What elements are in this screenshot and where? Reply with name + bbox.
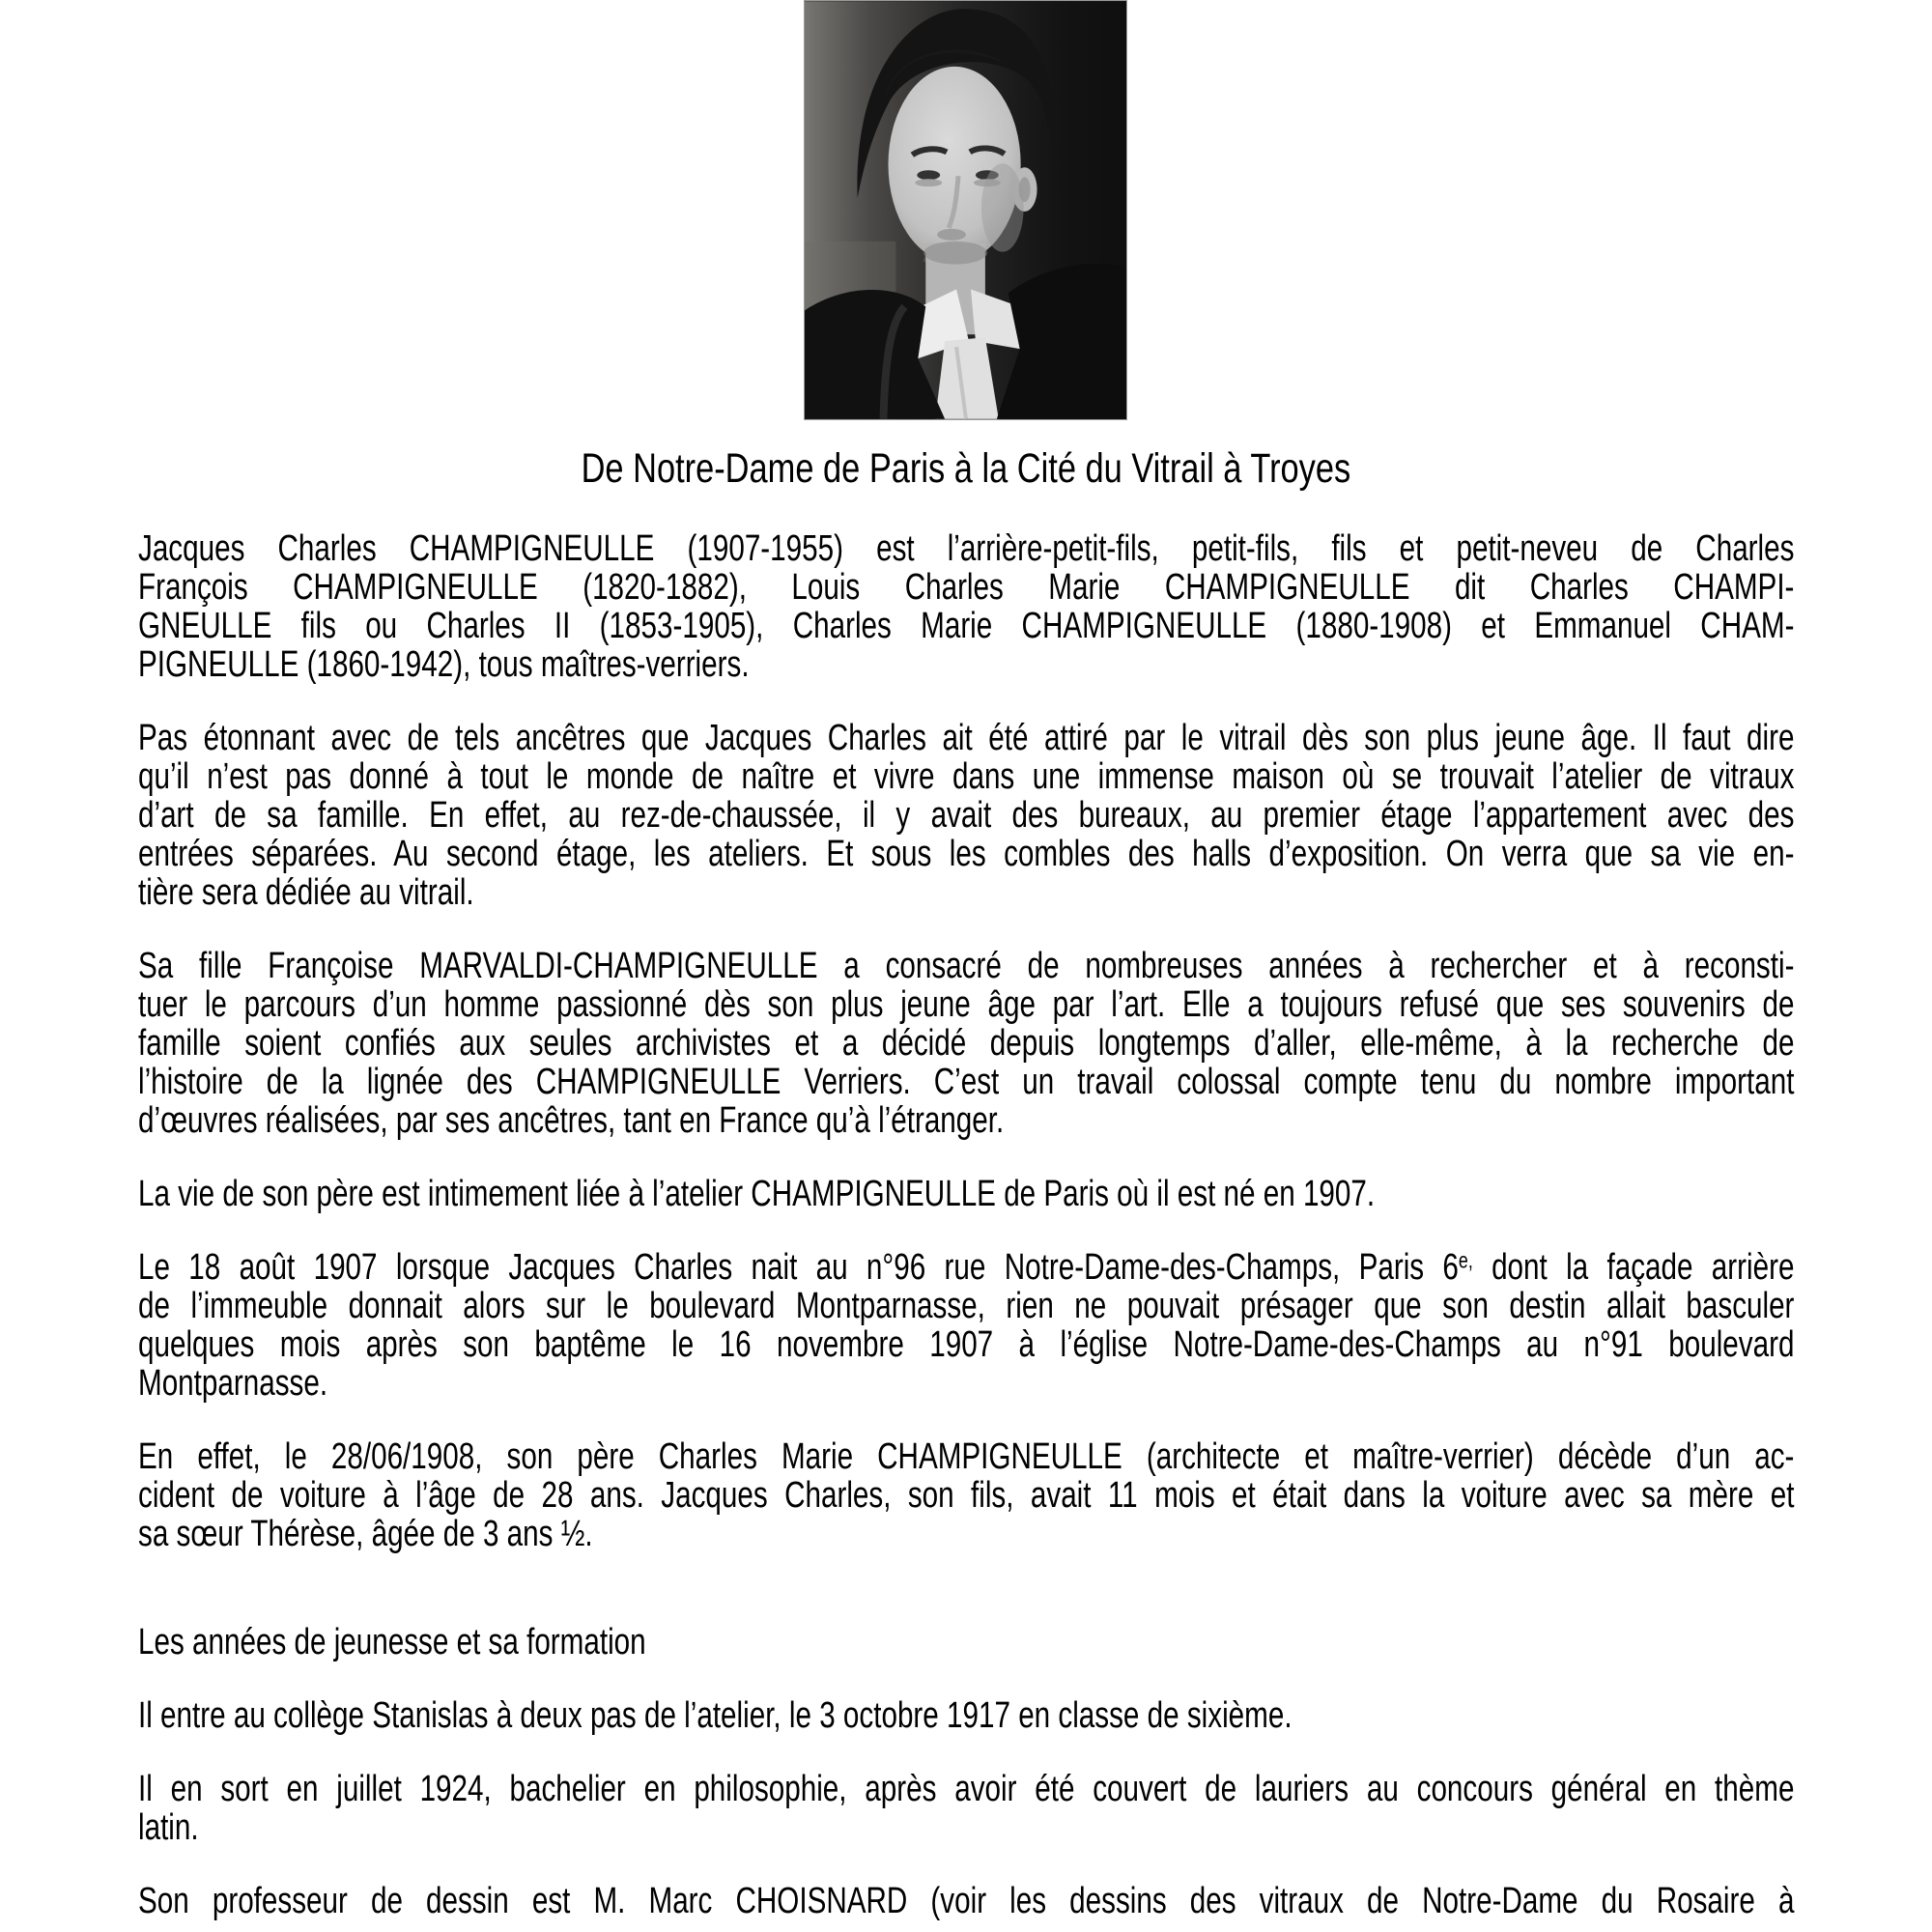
text-line: entrées séparées. Au second étage, les ateliers. Et sous les combles des halls d’exposition. On verra que sa vie en- <box>138 834 1795 874</box>
document-body <box>138 529 1794 1920</box>
text-line: cident de voiture à l’âge de 28 ans. Jacques Charles, son fils, avait 11 mois et était dans la voiture avec sa mère et <box>138 1475 1795 1516</box>
text-line: Le 18 août 1907 lorsque Jacques Charles nait au n°96 rue Notre-Dame-des-Champs, Paris $6^{e,}$ dont la façade arrière <box>138 1247 1795 1288</box>
text-line: quelques mois après son baptême le 16 novembre 1907 à l’église Notre-Dame-des-Champs au n°91 boulevard <box>138 1324 1795 1365</box>
paragraph <box>138 1175 1794 1213</box>
paragraph <box>138 1882 1794 1920</box>
text-line: Son professeur de dessin est M. Marc CHOISNARD (voir les dessins des vitraux de Notre-Dame du Rosaire à <box>138 1881 1795 1921</box>
text-line: l’histoire de la lignée des CHAMPIGNEULLE Verriers. C’est un travail colossal compte tenu du nombre important <box>138 1062 1795 1102</box>
text-line: La vie de son père est intimement liée à l’atelier CHAMPIGNEULLE de Paris où il est né en 1907. <box>138 1174 1376 1214</box>
portrait-photo <box>804 0 1127 420</box>
document-title <box>138 445 1794 492</box>
text-line: de l’immeuble donnait alors sur le boulevard Montparnasse, rien ne pouvait présager que son destin allait basculer <box>138 1286 1795 1326</box>
text-line: François CHAMPIGNEULLE (1820-1882), Louis Charles Marie CHAMPIGNEULLE dit Charles CHAMPI- <box>138 567 1795 608</box>
text-line: d’art de sa famille. En effet, au rez-de-chaussée, il y avait des bureaux, au premier étage l’appartement avec des <box>138 795 1795 836</box>
text-line: Sa fille Françoise MARVALDI-CHAMPIGNEULLE a consacré de nombreuses années à rechercher et à reconsti- <box>138 946 1795 986</box>
text-line: Jacques Charles CHAMPIGNEULLE (1907-1955) est l’arrière-petit-fils, petit-fils, fils et petit-neveu de Charles <box>138 528 1795 569</box>
text-line: sa sœur Thérèse, âgée de 3 ans ½. <box>138 1514 593 1554</box>
text-line: En effet, le 28/06/1908, son père Charles Marie CHAMPIGNEULLE (architecte et maître-verrier) décède d’un ac- <box>138 1436 1795 1477</box>
paragraph <box>138 947 1794 1140</box>
text-line: Pas étonnant avec de tels ancêtres que Jacques Charles ait été attiré par le vitrail dès son plus jeune âge. Il faut dire <box>138 718 1795 758</box>
text-line: famille soient confiés aux seules archivistes et a décidé depuis longtemps d’aller, elle-même, à la recherche de <box>138 1023 1795 1064</box>
paragraph <box>138 1770 1794 1847</box>
text-line: qu’il n’est pas donné à tout le monde de naître et vivre dans une immense maison où se trouvait l’atelier de vitraux <box>138 756 1795 797</box>
text-line: GNEULLE fils ou Charles II (1853-1905), Charles Marie CHAMPIGNEULLE (1880-1908) et Emmanuel CHAM- <box>138 606 1795 646</box>
text-line: tuer le parcours d’un homme passionné dès son plus jeune âge par l’art. Elle a toujours refusé que ses souvenirs de <box>138 984 1795 1025</box>
text-line: PIGNEULLE (1860-1942), tous maîtres-verriers. <box>138 644 750 685</box>
paragraph <box>138 1248 1794 1403</box>
text-line: d’œuvres réalisées, par ses ancêtres, tant en France qu’à l’étranger. <box>138 1100 1005 1141</box>
document-title-text: De Notre-Dame de Paris à la Cité du Vitrail à Troyes <box>581 445 1351 492</box>
text-line: Il en sort en juillet 1924, bachelier en philosophie, après avoir été couvert de lauriers au concours général en thème <box>138 1769 1795 1809</box>
text-line: Il entre au collège Stanislas à deux pas de l’atelier, le 3 octobre 1917 en classe de sixième. <box>138 1695 1293 1736</box>
paragraph <box>138 529 1794 684</box>
section-heading <box>138 1623 1794 1662</box>
text-line: tière sera dédiée au vitrail. <box>138 872 474 913</box>
text-line: Montparnasse. <box>138 1363 328 1404</box>
paragraph <box>138 719 1794 912</box>
paragraph <box>138 1696 1794 1735</box>
text-line: Les années de jeunesse et sa formation <box>138 1622 646 1662</box>
paragraph <box>138 1437 1794 1553</box>
text-line: latin. <box>138 1807 199 1848</box>
